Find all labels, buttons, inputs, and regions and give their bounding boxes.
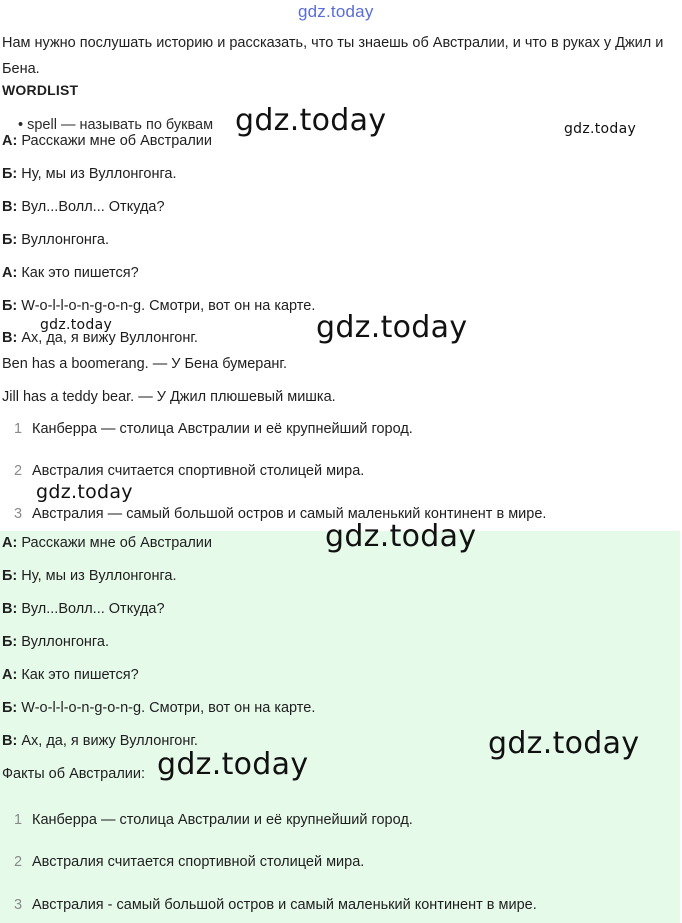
- line-text: Ах, да, я вижу Вуллонгонг.: [17, 733, 198, 749]
- fact-text: Австралия считается спортивной столицей мира.: [32, 463, 365, 479]
- wordlist-title: WORDLIST: [2, 82, 79, 98]
- fact-item: [14, 854, 364, 870]
- line-text: Расскажи мне об Австралии: [17, 133, 213, 149]
- line-text: W-o-l-l-o-n-g-o-n-g. Смотри, вот он на карте.: [17, 700, 316, 716]
- speaker: Б:: [2, 166, 18, 182]
- fact-text: Канберра — столица Австралии и её крупнейший город.: [32, 812, 413, 828]
- fact-number: 1: [14, 421, 23, 437]
- speaker: В:: [2, 330, 18, 346]
- speaker: Б:: [2, 634, 18, 650]
- speaker: Б:: [2, 298, 18, 314]
- fact-number: 1: [14, 812, 23, 828]
- fact-text: Австралия — самый большой остров и самый маленький континент в мире.: [32, 506, 547, 522]
- watermark: gdz.today: [564, 121, 637, 137]
- dialog-line: [2, 634, 109, 650]
- facts-title: Факты об Австралии:: [2, 766, 146, 782]
- top-watermark: gdz.today: [298, 2, 374, 21]
- line-text: W-o-l-l-o-n-g-o-n-g. Смотри, вот он на карте.: [17, 298, 316, 314]
- line-text: Вул...Волл... Откуда?: [17, 601, 165, 617]
- dialog-line: [2, 232, 109, 248]
- fact-number: 2: [14, 854, 23, 870]
- sentence: Ben has a boomerang. — У Бена бумеранг.: [2, 356, 287, 372]
- speaker: А:: [2, 667, 18, 683]
- wordlist-item: • spell — называть по буквам: [18, 117, 214, 133]
- line-text: Как это пишется?: [17, 667, 139, 683]
- watermark: gdz.today: [316, 310, 468, 345]
- line-text: Расскажи мне об Австралии: [17, 535, 213, 551]
- dialog-line: [2, 667, 139, 683]
- dialog-line: [2, 601, 165, 617]
- speaker: А:: [2, 133, 18, 149]
- dialog-line: [2, 133, 212, 149]
- fact-item: [14, 812, 413, 828]
- fact-number: 3: [14, 897, 23, 913]
- line-text: Ну, мы из Вуллонгонга.: [17, 166, 177, 182]
- speaker: Б:: [2, 232, 18, 248]
- fact-number: 2: [14, 463, 23, 479]
- speaker: Б:: [2, 568, 18, 584]
- fact-item: [14, 421, 413, 437]
- speaker: А:: [2, 535, 18, 551]
- dialog-line: [2, 265, 139, 281]
- line-text: Вуллонгонга.: [17, 634, 109, 650]
- watermark: gdz.today: [488, 726, 640, 761]
- line-text: Вуллонгонга.: [17, 232, 109, 248]
- watermark: gdz.today: [157, 747, 309, 782]
- line-text: Ах, да, я вижу Вуллонгонг.: [17, 330, 198, 346]
- watermark: gdz.today: [325, 519, 477, 554]
- fact-item: [14, 463, 364, 479]
- speaker: Б:: [2, 700, 18, 716]
- speaker: А:: [2, 265, 18, 281]
- dialog-line: [2, 700, 315, 716]
- watermark: gdz.today: [40, 317, 113, 333]
- line-text: Как это пишется?: [17, 265, 139, 281]
- dialog-line: [2, 298, 315, 314]
- fact-text: Канберра — столица Австралии и её крупнейший город.: [32, 421, 413, 437]
- dialog-line: [2, 535, 212, 551]
- fact-text: Австралия считается спортивной столицей мира.: [32, 854, 365, 870]
- task-intro: Нам нужно послушать историю и рассказать, что ты знаешь об Австралии, и что в руках у Джил и Бена.: [2, 35, 664, 77]
- dialog-line: [2, 568, 177, 584]
- dialog-line: [2, 166, 177, 182]
- fact-item: [14, 897, 537, 913]
- speaker: В:: [2, 199, 18, 215]
- line-text: Ну, мы из Вуллонгонга.: [17, 568, 177, 584]
- line-text: Вул...Волл... Откуда?: [17, 199, 165, 215]
- watermark: gdz.today: [36, 481, 133, 503]
- sentence: Jill has a teddy bear. — У Джил плюшевый мишка.: [2, 389, 336, 405]
- speaker: В:: [2, 733, 18, 749]
- fact-number: 3: [14, 506, 23, 522]
- dialog-line: [2, 199, 165, 215]
- watermark: gdz.today: [235, 103, 387, 138]
- fact-text: Австралия - самый большой остров и самый маленький континент в мире.: [32, 897, 537, 913]
- speaker: В:: [2, 601, 18, 617]
